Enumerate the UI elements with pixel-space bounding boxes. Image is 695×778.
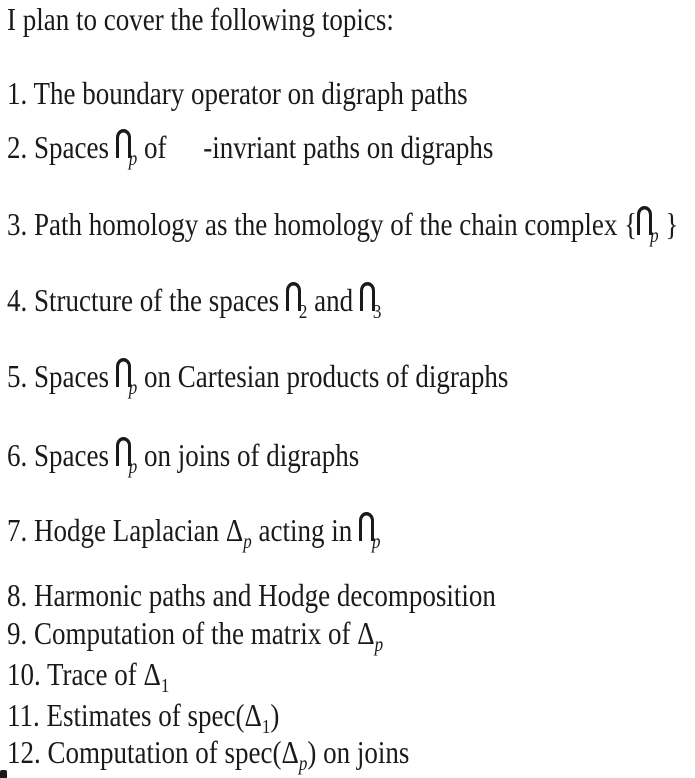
bigcap-symbol	[637, 207, 659, 247]
blank-gap	[173, 157, 203, 158]
bigcap-symbol	[116, 359, 138, 399]
subscript: 1	[160, 674, 170, 697]
topic-6	[7, 437, 359, 486]
text-run: }	[658, 207, 679, 242]
delta-glyph: Δ	[357, 616, 375, 651]
bigcap-symbol	[360, 283, 382, 323]
intro-line	[7, 1, 394, 39]
bigcap-symbol	[116, 130, 138, 170]
text-run: ) on joins	[307, 735, 410, 770]
subscript: p	[128, 455, 138, 478]
delta-glyph: Δ	[225, 513, 244, 548]
text-run: acting in	[251, 513, 360, 548]
subscript: p	[298, 752, 308, 775]
text-run: 2. Spaces	[7, 130, 116, 165]
subscript: 1	[261, 715, 271, 738]
delta-symbol	[225, 513, 252, 553]
text-run: of	[137, 130, 174, 165]
text-run: 11. Estimates of spec(	[7, 698, 245, 733]
text-run: )	[270, 698, 280, 733]
text-run: on Cartesian products of digraphs	[137, 359, 509, 394]
delta-symbol	[143, 657, 170, 697]
text-run: -invriant paths on digraphs	[203, 130, 494, 165]
text-run: 10. Trace of	[7, 657, 144, 692]
bigcap-symbol	[116, 438, 138, 478]
text-run: 4. Structure of the spaces	[7, 283, 286, 318]
subscript: 2	[298, 300, 308, 323]
delta-glyph: Δ	[281, 735, 299, 770]
text-run: 7. Hodge Laplacian	[7, 513, 226, 548]
bigcap-symbol	[359, 513, 381, 553]
text-run: I plan to cover the following topics:	[7, 2, 394, 37]
subscript: p	[372, 530, 381, 553]
delta-symbol	[357, 616, 384, 656]
delta-symbol	[281, 735, 308, 775]
delta-symbol	[244, 698, 271, 738]
subscript: p	[650, 224, 659, 247]
text-run: 5. Spaces	[7, 359, 116, 394]
topic-1	[7, 75, 468, 113]
text-run: 8. Harmonic paths and Hodge decomposition	[7, 578, 496, 613]
text-run: 1. The boundary operator on digraph paths	[7, 76, 468, 111]
text-run: 12. Computation of spec(	[7, 735, 282, 770]
delta-glyph: Δ	[244, 698, 262, 733]
text-run: 9. Computation of the matrix of	[7, 616, 358, 651]
text-run: 6. Spaces	[7, 438, 116, 473]
bigcap-symbol	[286, 283, 308, 323]
topic-7	[7, 512, 381, 561]
subscript: p	[128, 147, 138, 170]
topic-5	[7, 358, 508, 407]
subscript: 3	[372, 300, 382, 323]
cutoff-glyph-fragment	[0, 770, 7, 778]
topic-8	[7, 577, 496, 615]
topic-2	[7, 129, 493, 178]
topic-4	[7, 282, 381, 331]
topic-3	[7, 206, 678, 255]
text-run: on joins of digraphs	[137, 438, 360, 473]
delta-glyph: Δ	[143, 657, 161, 692]
subscript: p	[374, 633, 384, 656]
text-run: and	[307, 283, 360, 318]
subscript: p	[243, 530, 252, 553]
topic-12	[7, 734, 409, 778]
text-run: 3. Path homology as the homology of the chain complex {	[7, 207, 638, 242]
subscript: p	[128, 376, 138, 399]
